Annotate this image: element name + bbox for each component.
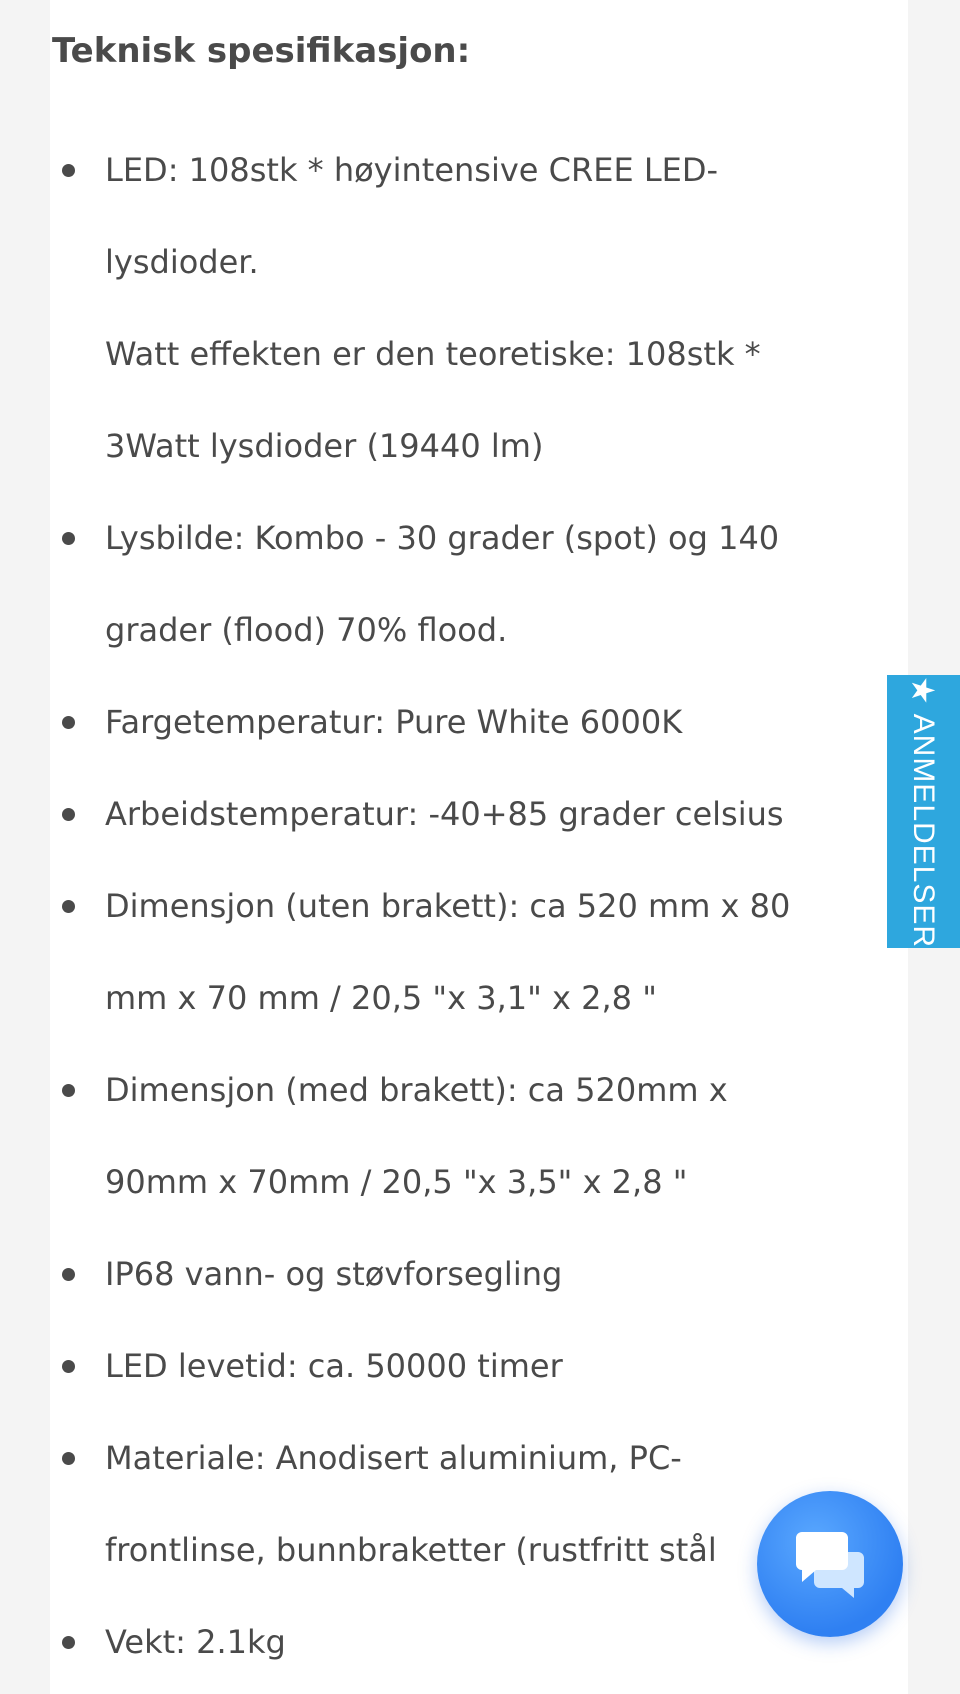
spec-heading: Teknisk spesifikasjon:	[52, 31, 471, 71]
chat-button[interactable]	[757, 1491, 903, 1637]
spec-item-beam	[52, 492, 908, 676]
spec-line: Watt effekten er den teoretiske: 108stk *	[105, 335, 761, 373]
spec-item-color-temp	[52, 676, 908, 768]
spec-line: IP68 vann- og støvforsegling	[105, 1255, 563, 1293]
spec-line: Dimensjon (med brakett): ca 520mm x	[105, 1071, 728, 1109]
spec-line: Lysbilde: Kombo - 30 grader (spot) og 140	[105, 519, 780, 557]
star-icon: ★	[905, 675, 942, 706]
spec-line: 90mm x 70mm / 20,5 "x 3,5" x 2,8 "	[105, 1163, 688, 1201]
spec-item-led	[52, 124, 908, 492]
spec-line: Fargetemperatur: Pure White 6000K	[105, 703, 683, 741]
spec-line: LED levetid: ca. 50000 timer	[105, 1347, 563, 1385]
bullet-icon	[62, 1084, 75, 1097]
spec-item-lifetime	[52, 1320, 908, 1412]
spec-list	[52, 124, 908, 1688]
spec-line: Arbeidstemperatur: -40+85 grader celsius	[105, 795, 784, 833]
spec-line: LED: 108stk * høyintensive CREE LED-	[105, 151, 719, 189]
product-description	[50, 0, 908, 1694]
spec-line: grader (flood) 70% flood.	[105, 611, 508, 649]
bullet-icon	[62, 808, 75, 821]
spec-line: Vekt: 2.1kg	[105, 1623, 286, 1661]
bullet-icon	[62, 1360, 75, 1373]
bullet-icon	[62, 1452, 75, 1465]
spec-item-dim-with-bracket	[52, 1044, 908, 1228]
spec-line: lysdioder.	[105, 243, 259, 281]
chat-bubbles-icon	[790, 1524, 870, 1604]
bullet-icon	[62, 532, 75, 545]
spec-item-ip-rating	[52, 1228, 908, 1320]
spec-line: mm x 70 mm / 20,5 "x 3,1" x 2,8 "	[105, 979, 657, 1017]
bullet-icon	[62, 716, 75, 729]
spec-line: 3Watt lysdioder (19440 lm)	[105, 427, 544, 465]
bullet-icon	[62, 1636, 75, 1649]
reviews-tab-content	[905, 675, 943, 947]
spec-line: Dimensjon (uten brakett): ca 520 mm x 80	[105, 887, 791, 925]
spec-item-dim-without-bracket	[52, 860, 908, 1044]
spec-item-work-temp	[52, 768, 908, 860]
spec-line: Materiale: Anodisert aluminium, PC-	[105, 1439, 682, 1477]
bullet-icon	[62, 900, 75, 913]
reviews-tab[interactable]	[887, 675, 960, 948]
bullet-icon	[62, 164, 75, 177]
bullet-icon	[62, 1268, 75, 1281]
spec-line: frontlinse, bunnbraketter (rustfritt stål	[105, 1531, 717, 1569]
reviews-tab-label: ANMELDELSER	[907, 713, 941, 948]
